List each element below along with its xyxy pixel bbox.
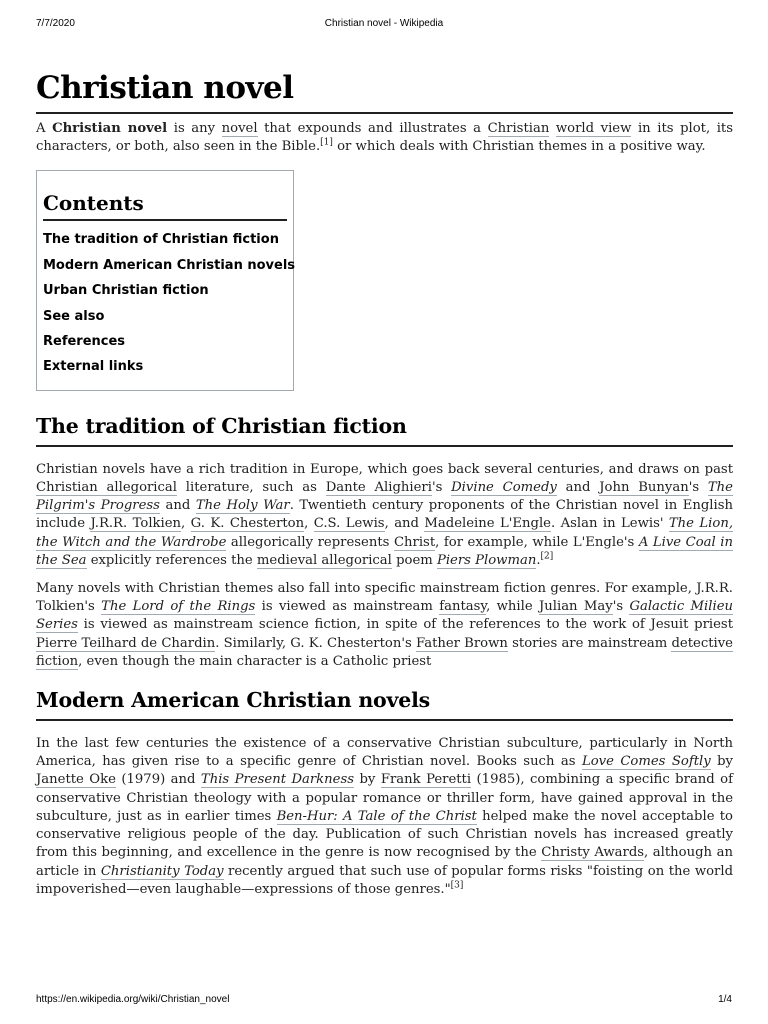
table-of-contents	[36, 170, 294, 390]
text: In the last few centuries the existence of a conservative Christian subculture, particularly in North America, has given rise to a specific genre of Christian novel. Books such as	[36, 736, 733, 770]
text: literature, such as	[177, 480, 326, 496]
link-this-present-darkness[interactable]: This Present Darkness	[200, 772, 355, 788]
bold-term: Christian novel	[52, 121, 168, 136]
link-world-view[interactable]: world view	[555, 121, 632, 136]
text	[549, 121, 556, 136]
text: 's	[612, 599, 630, 615]
link-father-brown[interactable]: Father Brown	[415, 635, 508, 651]
section-heading-tradition: The tradition of Christian fiction	[36, 413, 733, 447]
text: that expounds and illustrates a	[257, 121, 488, 136]
text: , while	[486, 599, 539, 615]
toc-item-see-also[interactable]: See also	[43, 308, 105, 324]
text: A	[36, 121, 53, 136]
text: by	[710, 754, 734, 770]
text: or which deals with Christian themes in a positive way.	[332, 139, 706, 155]
print-page-title: Christian novel - Wikipedia	[324, 18, 444, 29]
link-christy-awards[interactable]: Christy Awards	[541, 845, 645, 861]
toc-item-tradition[interactable]: The tradition of Christian fiction	[43, 232, 279, 248]
link-christian[interactable]: Christian	[487, 121, 550, 136]
reference-3[interactable]: [3]	[450, 880, 464, 891]
link-piers-plowman[interactable]: Piers Plowman	[436, 552, 537, 568]
toc-list	[43, 227, 296, 379]
text: allegorically represents	[226, 534, 394, 550]
text: explicitly references the	[86, 552, 257, 568]
tradition-paragraph-1	[36, 461, 733, 570]
reference-2[interactable]: [2]	[540, 551, 554, 562]
link-christ[interactable]: Christ	[393, 534, 436, 550]
link-christianity-today[interactable]: Christianity Today	[100, 863, 224, 879]
text: , even though the main character is a Catholic priest	[78, 653, 432, 669]
link-detective-fiction[interactable]: detective fiction	[36, 635, 733, 669]
link-lewis[interactable]: C.S. Lewis	[313, 516, 385, 532]
text: ,	[304, 516, 314, 532]
toc-title: Contents	[43, 191, 287, 221]
text: by	[354, 772, 381, 788]
print-date: 7/7/2020	[36, 18, 75, 29]
text: and	[159, 498, 196, 514]
text: , and	[384, 516, 425, 532]
text: poem	[391, 552, 437, 568]
text: and	[556, 480, 600, 496]
print-url: https://en.wikipedia.org/wiki/Christian_novel	[36, 994, 230, 1005]
link-janette-oke[interactable]: Janette Oke	[36, 772, 116, 788]
link-fantasy[interactable]: fantasy	[439, 599, 487, 615]
link-holy-war[interactable]: The Holy War	[195, 498, 290, 514]
link-pilgrims-progress[interactable]: The Pilgrim's Progress	[36, 480, 733, 514]
toc-item-urban[interactable]: Urban Christian fiction	[43, 283, 209, 299]
link-julian-may[interactable]: Julian May	[538, 599, 613, 615]
text: Christian novels have a rich tradition in Europe, which goes back several centuries, and draws on past	[36, 461, 733, 477]
text: , although an article in	[36, 845, 733, 879]
link-tolkien[interactable]: J.R.R. Tolkien	[90, 516, 182, 532]
text: . Aslan in Lewis'	[550, 516, 669, 532]
modern-american-paragraph	[36, 735, 733, 899]
link-ben-hur[interactable]: Ben-Hur: A Tale of the Christ	[276, 808, 477, 824]
text: ,	[181, 516, 191, 532]
link-dante[interactable]: Dante Alighieri	[325, 480, 432, 496]
link-lion-witch-wardrobe[interactable]: The Lion, the Witch and the Wardrobe	[36, 516, 734, 550]
text: helped make the novel acceptable to conservative religious people of the day. Publication of such Christian novels has increased greatly from this beginning, and excellence in the genre is now recognised by the	[36, 808, 734, 861]
text: is viewed as mainstream	[255, 599, 440, 615]
text: , for example, while L'Engle's	[435, 534, 639, 550]
link-love-comes-softly[interactable]: Love Comes Softly	[581, 754, 711, 770]
text: .	[536, 552, 541, 568]
text: recently argued that such use of popular forms risks "foisting on the world impoverished—even laughable—expressions of those genres."	[36, 863, 734, 897]
article-content	[36, 68, 733, 909]
link-frank-peretti[interactable]: Frank Peretti	[380, 772, 472, 788]
link-christian-allegorical[interactable]: Christian allegorical	[36, 480, 177, 496]
text: (1985), combining a specific brand of conservative Christian theology with a popular romance or thriller form, have gained approval in the subculture, just as in earlier times	[36, 772, 733, 824]
text: (1979) and	[115, 772, 201, 788]
tradition-paragraph-2	[36, 580, 733, 671]
intro-paragraph	[36, 120, 733, 156]
print-page-number: 1/4	[718, 994, 732, 1005]
text: Many novels with Christian themes also fall into specific mainstream fiction genres. For example, J.R.R. Tolkien's	[36, 581, 733, 615]
reference-1[interactable]: [1]	[320, 137, 333, 148]
section-heading-modern-american: Modern American Christian novels	[36, 687, 733, 721]
print-header	[36, 18, 732, 32]
text: in its plot, its characters, or both, also seen in the Bible.	[36, 121, 733, 155]
toc-item-modern-american[interactable]: Modern American Christian novels	[43, 257, 296, 273]
text: stories are mainstream	[507, 635, 672, 651]
link-lord-of-the-rings[interactable]: The Lord of the Rings	[101, 599, 256, 615]
link-lengle[interactable]: Madeleine L'Engle	[424, 516, 551, 532]
text: . Similarly, G. K. Chesterton's	[215, 635, 416, 651]
link-live-coal[interactable]: A Live Coal in the Sea	[36, 534, 734, 568]
page-title: Christian novel	[36, 68, 733, 114]
text: is viewed as mainstream science fiction, in spite of the references to the work of Jesuit priest	[77, 617, 733, 633]
link-divine-comedy[interactable]: Divine Comedy	[451, 480, 557, 496]
text: 's	[688, 480, 708, 496]
link-teilhard[interactable]: Pierre Teilhard de Chardin	[36, 635, 216, 651]
link-galactic-milieu[interactable]: Galactic Milieu Series	[36, 599, 733, 633]
text: 's	[431, 480, 452, 496]
toc-item-references[interactable]: References	[43, 334, 126, 350]
link-medieval-allegorical[interactable]: medieval allegorical	[256, 552, 392, 568]
link-novel[interactable]: novel	[221, 121, 258, 136]
print-footer	[36, 994, 732, 1008]
link-bunyan[interactable]: John Bunyan	[599, 480, 689, 496]
text: is any	[167, 121, 222, 136]
text: . Twentieth century proponents of the Christian novel in English include	[36, 498, 733, 532]
toc-item-external-links[interactable]: External links	[43, 359, 144, 375]
link-chesterton[interactable]: G. K. Chesterton	[190, 516, 305, 532]
